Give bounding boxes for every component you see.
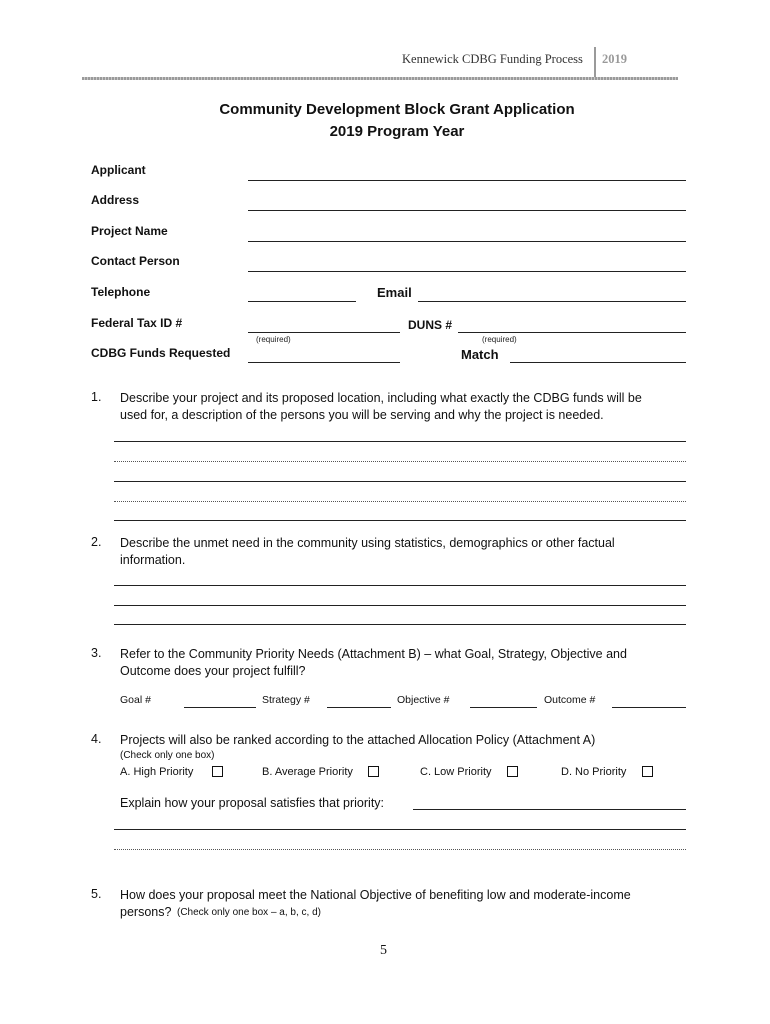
q5-number: 5. bbox=[91, 887, 102, 901]
q5-text-line1: How does your proposal meet the National Objective of benefiting low and moderate-income bbox=[120, 888, 631, 902]
q1-answer-line[interactable] bbox=[114, 520, 686, 521]
q1-text-line2: used for, a description of the persons you will be serving and why the project is needed. bbox=[120, 408, 604, 422]
q1-answer-line[interactable] bbox=[114, 501, 686, 502]
q3-number: 3. bbox=[91, 646, 102, 660]
q2-text-line1: Describe the unmet need in the community using statistics, demographics or other factual bbox=[120, 536, 615, 550]
address-field[interactable] bbox=[248, 210, 686, 211]
telephone-label: Telephone bbox=[91, 285, 151, 299]
q3-text-line2: Outcome does your project fulfill? bbox=[120, 664, 306, 678]
q4-note: (Check only one box) bbox=[120, 750, 215, 761]
duns-label: DUNS # bbox=[408, 318, 453, 332]
strategy-field[interactable] bbox=[327, 707, 391, 708]
objective-label: Objective # bbox=[397, 694, 450, 706]
address-label: Address bbox=[91, 193, 140, 207]
project-name-field[interactable] bbox=[248, 241, 686, 242]
q1-answer-line[interactable] bbox=[114, 461, 686, 462]
average-priority-checkbox[interactable] bbox=[368, 766, 379, 777]
q4-answer-line[interactable] bbox=[114, 849, 686, 850]
objective-field[interactable] bbox=[470, 707, 537, 708]
federal-tax-id-required: (required) bbox=[256, 335, 291, 344]
match-label: Match bbox=[461, 347, 499, 362]
q1-answer-line[interactable] bbox=[114, 481, 686, 482]
project-name-label: Project Name bbox=[91, 224, 168, 238]
option-high-priority-label: A. High Priority bbox=[120, 766, 194, 778]
q4-answer-line[interactable] bbox=[114, 829, 686, 830]
q4-text-line1: Projects will also be ranked according to the attached Allocation Policy (Attachment A) bbox=[120, 733, 596, 747]
contact-person-field[interactable] bbox=[248, 271, 686, 272]
duns-field[interactable] bbox=[458, 332, 686, 333]
outcome-field[interactable] bbox=[612, 707, 686, 708]
goal-label: Goal # bbox=[120, 694, 151, 706]
federal-tax-id-field[interactable] bbox=[248, 332, 400, 333]
option-no-priority-label: D. No Priority bbox=[561, 766, 627, 778]
contact-person-label: Contact Person bbox=[91, 254, 180, 268]
telephone-field[interactable] bbox=[248, 301, 356, 302]
option-low-priority-label: C. Low Priority bbox=[420, 766, 492, 778]
header-separator bbox=[594, 47, 596, 77]
header-year: 2019 bbox=[602, 52, 627, 66]
q3-text-line1: Refer to the Community Priority Needs (Attachment B) – what Goal, Strategy, Objective and bbox=[120, 647, 627, 661]
duns-required: (required) bbox=[482, 335, 517, 344]
q1-number: 1. bbox=[91, 390, 102, 404]
high-priority-checkbox[interactable] bbox=[212, 766, 223, 777]
q2-answer-line[interactable] bbox=[114, 605, 686, 606]
goal-field[interactable] bbox=[184, 707, 256, 708]
q4-number: 4. bbox=[91, 732, 102, 746]
federal-tax-id-label: Federal Tax ID # bbox=[91, 316, 183, 330]
applicant-field[interactable] bbox=[248, 180, 686, 181]
q1-answer-line[interactable] bbox=[114, 441, 686, 442]
email-label: Email bbox=[377, 285, 412, 300]
q5-note: (Check only one box – a, b, c, d) bbox=[177, 907, 321, 918]
header-rule bbox=[82, 77, 678, 80]
strategy-label: Strategy # bbox=[262, 694, 310, 706]
q2-text-line2: information. bbox=[120, 553, 186, 567]
q2-number: 2. bbox=[91, 535, 102, 549]
low-priority-checkbox[interactable] bbox=[507, 766, 518, 777]
match-field[interactable] bbox=[510, 362, 686, 363]
q4-explain-field[interactable] bbox=[413, 809, 686, 810]
q2-answer-line[interactable] bbox=[114, 585, 686, 586]
q4-explain-label: Explain how your proposal satisfies that priority: bbox=[120, 796, 385, 810]
q2-answer-line[interactable] bbox=[114, 624, 686, 625]
header-title: Kennewick CDBG Funding Process bbox=[402, 52, 583, 66]
page-title: Community Development Block Grant Application bbox=[219, 101, 575, 118]
outcome-label: Outcome # bbox=[544, 694, 596, 706]
page-subtitle: 2019 Program Year bbox=[329, 123, 465, 140]
applicant-label: Applicant bbox=[91, 163, 146, 177]
page-number: 5 bbox=[380, 943, 387, 958]
cdbg-funds-label: CDBG Funds Requested bbox=[91, 346, 231, 360]
cdbg-funds-field[interactable] bbox=[248, 362, 400, 363]
option-average-priority-label: B. Average Priority bbox=[262, 766, 353, 778]
email-field[interactable] bbox=[418, 301, 686, 302]
no-priority-checkbox[interactable] bbox=[642, 766, 653, 777]
q5-text-line2: persons? bbox=[120, 905, 172, 919]
q1-text-line1: Describe your project and its proposed location, including what exactly the CDBG funds will be bbox=[120, 391, 642, 405]
